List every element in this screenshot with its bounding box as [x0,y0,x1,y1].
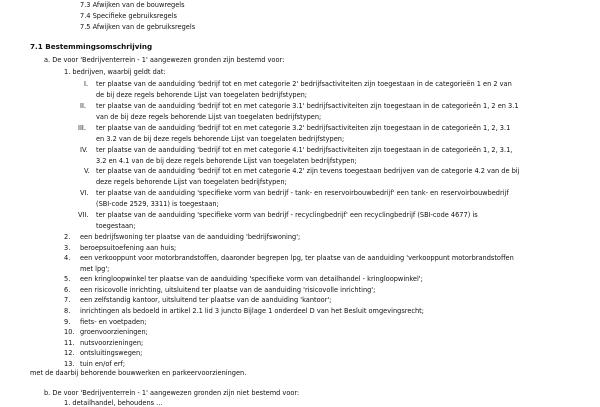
toc-item[interactable]: 7.4 Specifieke gebruiksregels [80,12,177,20]
subitem-text-line-2: deze regels behorende Lijst van toegelaten bedrijfstypen; [96,178,287,186]
list-item-number: 11. [64,338,75,347]
list-item-text: een risicovolle inrichting, uitsluitend ter plaatse van de aanduiding 'risicovolle inrichting'; [80,285,376,294]
subitem-text-line-2: van de bij deze regels behorende Lijst van toegelaten bedrijfstypen; [96,113,322,121]
list-item-text: tuin en/of erf; [80,360,126,368]
list-item-number: 10. [64,328,75,337]
section-heading: 7.1 Bestemmingsomschrijving [30,42,153,51]
subitem-text-line-1: ter plaatse van de aanduiding 'bedrijf tot en met categorie 3.1' bedrijfsactiviteiten zijn toegestaan in de categorieën 1, 2 en 3.1 [96,102,519,110]
subitem-number: VII. [78,211,89,219]
list-item-text: ontsluitingswegen; [80,349,143,358]
list-item-number: 9. [64,317,71,326]
subitem-number: III. [78,124,86,132]
list-item-number: 8. [64,307,71,315]
list-item-number: 7. [64,296,71,305]
list-item-text: een bedrijfswoning ter plaatse van de aanduiding 'bedrijfswoning'; [80,233,301,241]
subitem-number: VI. [80,189,89,197]
toc-item[interactable]: 7.3 Afwijken van de bouwregels [80,1,185,9]
subitem-number: II. [80,102,86,110]
list-item-text: fiets- en voetpaden; [80,317,147,326]
clause-b-intro: b. De voor 'Bedrijventerrein - 1' aangewezen gronden zijn niet bestemd voor: [44,389,300,397]
subitem-text-line-2: de bij deze regels behorende Lijst van toegelaten bedrijfstypen; [96,91,308,99]
subitem-text-line-2: (SBI-code 2529, 3311) is toegestaan; [96,200,219,208]
toc-list [80,0,195,33]
subitem-text-line-2: en 3.2 van de bij deze regels behorende Lijst van toegelaten bedrijfstypen; [96,135,345,143]
closing-sentence: met de daarbij behorende bouwwerken en parkeervoorzieningen. [30,369,247,377]
subitem-text-line-1: ter plaatse van de aanduiding 'specifieke vorm van bedrijf - recyclingbedrijf' een recyclingbedrijf (SBI-code 4677) is [96,211,478,219]
subitem-text-line-1: ter plaatse van de aanduiding 'bedrijf tot en met categorie 4.1' bedrijfsactiviteiten zijn toegestaan in de categorieën 1, 2, 3.1, [96,146,513,154]
list-item-number: 3. [64,243,71,252]
list-item-text: nutsvoorzieningen; [80,338,144,347]
subitem-text-line-2: toegestaan; [96,222,136,230]
clause-b-item-cut: 1. detailhandel, behoudens ... [64,399,163,407]
list-item-text: groenvoorzieningen; [80,328,148,337]
toc-item[interactable]: 7.5 Afwijken van de gebruiksregels [80,23,196,31]
list-item-number: 2. [64,233,71,241]
item-1-label: 1. bedrijven, waarbij geldt dat: [64,68,166,76]
list-item-number: 5. [64,275,71,284]
subitem-number: V. [84,167,90,175]
list-item-text: een zelfstandig kantoor, uitsluitend ter plaatse van de aanduiding 'kantoor'; [80,296,332,305]
subitem-text-line-1: ter plaatse van de aanduiding 'specifieke vorm van bedrijf - tank- en reservoirbouwbedrijf' een tank- en reservoirbouwbedrijf [96,189,509,197]
list-item-text-continued: met lpg'; [80,264,110,273]
list-item-number: 6. [64,285,71,294]
list-item-text: beroepsuitoefening aan huis; [80,243,177,252]
subitem-text-line-1: ter plaatse van de aanduiding 'bedrijf tot en met categorie 3.2' bedrijfsactiviteiten zijn toegestaan in de categorieën 1, 2, 3.1 [96,124,511,132]
subitem-text-line-2: 3.2 en 4.1 van de bij deze regels behorende Lijst van toegelaten bedrijfstypen; [96,157,357,165]
clause-a-intro: a. De voor 'Bedrijventerrein - 1' aangewezen gronden zijn bestemd voor: [44,56,285,64]
list-item-text: een kringloopwinkel ter plaatse van de aanduiding 'specifieke vorm van detailhandel - kringloopwinkel'; [80,275,423,284]
list-item-number: 4. [64,254,71,263]
list-item-text: een verkooppunt voor motorbrandstoffen, daaronder begrepen lpg, ter plaatse van de aanduiding 'verkooppunt motorbrandstoffen [80,254,514,263]
list-item-text: inrichtingen als bedoeld in artikel 2.1 lid 3 juncto Bijlage 1 onderdeel D van het Besluit omgevingsrecht; [80,307,424,315]
subitem-text-line-1: ter plaatse van de aanduiding 'bedrijf tot en met categorie 4.2' zijn tevens toegestaan bedrijven van de categorie 4.2 van de bij [96,167,520,175]
list-item-number: 13. [64,360,75,368]
subitem-number: I. [84,80,89,88]
subitem-text-line-1: ter plaatse van de aanduiding 'bedrijf tot en met categorie 2' bedrijfsactiviteiten zijn toegestaan in de categorieën 1 en 2 van [96,80,512,88]
subitem-number: IV. [80,146,88,154]
list-item-number: 12. [64,349,75,358]
